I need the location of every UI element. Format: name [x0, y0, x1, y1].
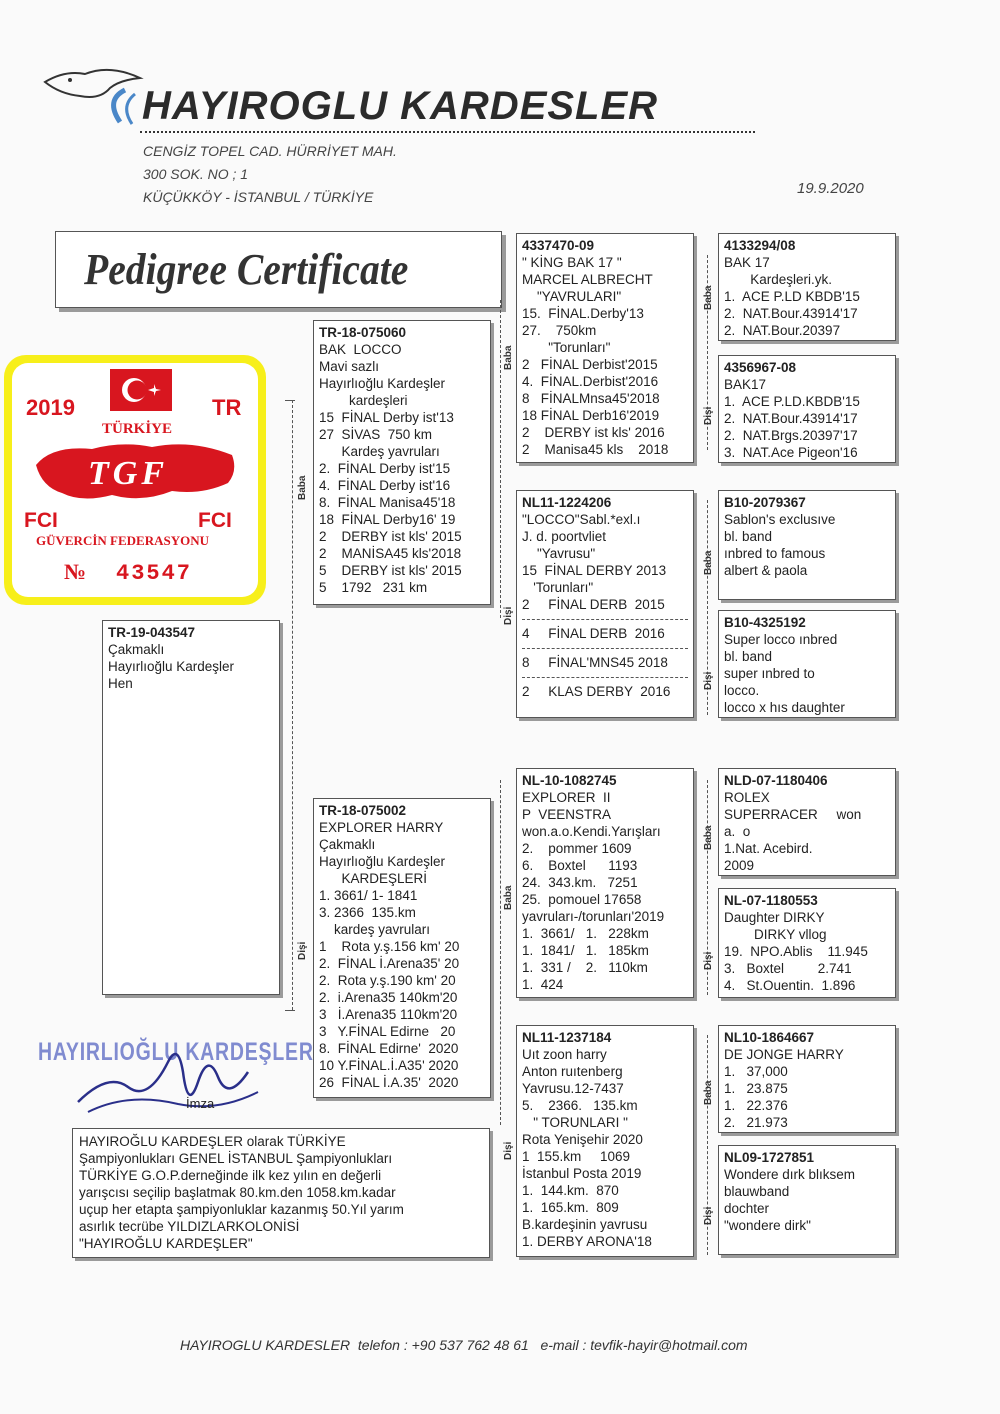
ff-line: 8 FİNALMnsa45'2018 [522, 391, 660, 406]
note-line: "HAYIROĞLU KARDEŞLER" [79, 1236, 253, 1251]
mfm-line: 19. NPO.Ablis 11.945 [724, 944, 868, 959]
fff-ring: 4133294/08 [724, 238, 796, 253]
mmm-line: blauwband [724, 1184, 790, 1199]
ggs-fmf-card [718, 490, 896, 600]
mm-line: 1. DERBY ARONA'18 [522, 1234, 652, 1249]
dam-line: 2. i.Arena35 140km'20 [319, 990, 458, 1005]
mm-ring: NL11-1237184 [522, 1030, 612, 1045]
ggd-mmm-card [718, 1145, 896, 1255]
ggs-mmf-card [718, 1025, 896, 1133]
ff-line: MARCEL ALBRECHT [522, 272, 653, 287]
mf-line: P VEENSTRA [522, 807, 612, 822]
fff-line: 2. NAT.Bour.43914'17 [724, 306, 858, 321]
dam-line: Çakmaklı [319, 837, 376, 852]
fmf-line: Sablon's exclusıve [724, 512, 836, 527]
sire-line: 15 FİNAL Derby ist'13 [319, 410, 454, 425]
sire-line: Hayırlıoğlu Kardeşler [319, 376, 446, 391]
ffm-line: BAK17 [724, 377, 767, 392]
badge-number-sign: № [64, 559, 87, 584]
ffm-line: 2. NAT.Brgs.20397'17 [724, 428, 858, 443]
dam-line: Hayırlıoğlu Kardeşler [319, 854, 446, 869]
fff-line: Kardeşleri.yk. [724, 272, 833, 287]
ff-ring: 4337470-09 [522, 238, 595, 253]
fm-line: 8 FİNAL'MNS45 2018 [522, 655, 668, 670]
sire-label: Baba [297, 475, 308, 500]
dam-line: 3. 2366 135.km [319, 905, 416, 920]
mm-line: Yavrusu.12-7437 [522, 1081, 624, 1096]
mff-line: a. o [724, 824, 751, 839]
mm-line: " TORUNLARI " [522, 1115, 628, 1130]
certificate-date: 19.9.2020 [797, 180, 864, 197]
ff-line: 4. FİNAL.Derbist'2016 [522, 374, 659, 389]
mmm-line: Wondere dırk blıksem [724, 1167, 856, 1182]
dam-line: KARDEŞLERİ [319, 871, 428, 886]
dam-line: 2. Rota y.ş.190 km' 20 [319, 973, 456, 988]
sire-line: kardeşleri [319, 393, 408, 408]
connector-line [500, 300, 501, 618]
badge-logo: TGF [88, 455, 168, 492]
subject-line: Hayırlıoğlu Kardeşler [108, 659, 235, 674]
sire-line: 5 DERBY ist kls' 2015 [319, 563, 462, 578]
fm-label: Dişi [503, 606, 514, 625]
fff-line: BAK 17 [724, 255, 770, 270]
title-box [55, 231, 502, 308]
ff-line: 15. FİNAL.Derby'13 [522, 306, 644, 321]
mmm-line: "wondere dirk" [724, 1218, 811, 1233]
dam-card [313, 798, 491, 1098]
mff-line: SUPERRACER won [724, 807, 862, 822]
mm-line: Uıt zoon harry [522, 1047, 607, 1062]
fmf-line: bl. band [724, 529, 773, 544]
fmm-line: Super locco ınbred [724, 632, 838, 647]
fm-line: 2 FİNAL DERB 2015 [522, 597, 665, 612]
mfm-line: 3. Boxtel 2.741 [724, 961, 852, 976]
dam-line: 1. 3661/ 1- 1841 [319, 888, 418, 903]
mff-line: ROLEX [724, 790, 770, 805]
address-line-3: KÜÇÜKKÖY - İSTANBUL / TÜRKİYE [143, 189, 374, 205]
mfm-line: Daughter DIRKY [724, 910, 825, 925]
fmf-label: Baba [703, 550, 714, 575]
sire-line: Mavi sazlı [319, 359, 380, 374]
mf-line: won.a.o.Kendi.Yarışları [522, 824, 661, 839]
ggd-fmm-card [718, 610, 896, 718]
tgf-badge [4, 355, 266, 605]
mff-line: 1.Nat. Acebird. [724, 841, 813, 856]
divider [522, 648, 688, 649]
mfm-line: DIRKY vllog [724, 927, 827, 942]
ff-line: " KİNG BAK 17 " [522, 255, 622, 270]
mmf-line: 1. 22.376 [724, 1098, 788, 1113]
fff-line: 2. NAT.Bour.20397 [724, 323, 841, 338]
fm-line: 2 KLAS DERBY 2016 [522, 684, 671, 699]
turkish-flag-icon [110, 369, 172, 411]
grandsire-paternal-card [516, 233, 694, 463]
mmf-label: Baba [703, 1080, 714, 1105]
sire-line: 4. FİNAL Derby ist'16 [319, 478, 451, 493]
fm-line: "LOCCO"Sabl.*exl.ı [522, 512, 641, 527]
mf-line: 25. pomouel 17658 [522, 892, 642, 907]
divider [522, 619, 688, 620]
mmf-line: 1. 37,000 [724, 1064, 788, 1079]
fmm-line: locco. [724, 683, 760, 698]
connector-line [285, 400, 295, 401]
sire-line: Kardeş yavruları [319, 444, 440, 459]
fff-line: 1. ACE P.LD KBDB'15 [724, 289, 860, 304]
mfm-line: 4. St.Ouentin. 1.896 [724, 978, 856, 993]
signature-label: İmza [186, 1096, 215, 1111]
mmm-label: Dişi [703, 1206, 714, 1225]
signature-icon [68, 1032, 268, 1122]
sire-ring: TR-18-075060 [319, 325, 407, 340]
ggs-fff-card [718, 233, 896, 341]
mm-line: 1. 165.km. 809 [522, 1200, 619, 1215]
divider [522, 677, 688, 678]
ffm-line: 3. NAT.Ace Pigeon'16 [724, 445, 858, 460]
fm-line: "Yavrusu" [522, 546, 596, 561]
ff-line: 2 FİNAL Derbist'2015 [522, 357, 658, 372]
dam-line: 10 Y.FİNAL.İ.A35' 2020 [319, 1058, 459, 1073]
ff-label: Baba [503, 345, 514, 370]
fmm-label: Dişi [703, 671, 714, 690]
mmf-line: 1. 23.875 [724, 1081, 788, 1096]
fmm-ring: B10-4325192 [724, 615, 806, 630]
mmf-line: DE JONGE HARRY [724, 1047, 844, 1062]
note-line: TÜRKİYE G.O.P.derneğinde ilk kez yılın en değerli [79, 1168, 382, 1183]
note-line: Şampiyonlukları GENEL İSTANBUL Şampiyonlukları [79, 1151, 393, 1166]
fm-ring: NL11-1224206 [522, 495, 612, 510]
subject-card [102, 620, 280, 995]
mf-ring: NL-10-1082745 [522, 773, 617, 788]
note-line: asırlık tecrübe YILDIZLARKOLONİSİ [79, 1219, 300, 1234]
ggd-mfm-card [718, 888, 896, 998]
mm-line: 1. 144.km. 870 [522, 1183, 619, 1198]
mf-line: EXPLORER II [522, 790, 611, 805]
history-note [72, 1128, 490, 1258]
dam-label: Dişi [297, 941, 308, 960]
ff-line: 2 Manisa45 kls 2018 [522, 442, 669, 457]
mmf-ring: NL10-1864667 [724, 1030, 815, 1045]
mf-line: yavruları-/torunları'2019 [522, 909, 665, 924]
subject-line: Çakmaklı [108, 642, 165, 657]
logo-bird-icon [40, 60, 150, 130]
fmm-line: super ınbred to [724, 666, 815, 681]
mm-line: 5. 2366. 135.km [522, 1098, 638, 1113]
mff-label: Baba [703, 825, 714, 850]
ggd-ffm-card [718, 355, 896, 463]
fmf-line: ınbred to famous [724, 546, 826, 561]
mmf-line: 2. 21.973 [724, 1115, 788, 1130]
sire-line: 27 SİVAS 750 km [319, 427, 433, 442]
badge-country: TÜRKİYE [102, 421, 173, 437]
badge-number: 43547 [116, 561, 193, 586]
fm-line: 4 FİNAL DERB 2016 [522, 626, 665, 641]
footer-contact: HAYIROGLU KARDESLER telefon : +90 537 762 48 61 e-mail : tevfik-hayir@hotmail.com [180, 1337, 748, 1353]
fmm-line: bl. band [724, 649, 773, 664]
badge-fci-left: FCI [24, 509, 58, 532]
badge-federation: GÜVERCİN FEDERASYONU [36, 533, 209, 548]
mm-line: 1 155.km 1069 [522, 1149, 631, 1164]
grandsire-maternal-card [516, 768, 694, 998]
address-line-1: CENGİZ TOPEL CAD. HÜRRİYET MAH. [143, 143, 397, 159]
badge-year: 2019 [26, 395, 75, 420]
company-stamp [38, 1032, 314, 1122]
granddam-paternal-card [516, 490, 694, 718]
mf-line: 1. 3661/ 1. 228km [522, 926, 649, 941]
fm-line: 15 FİNAL DERBY 2013 [522, 563, 667, 578]
note-line: HAYIROĞLU KARDEŞLER olarak TÜRKİYE [79, 1134, 346, 1149]
ff-line: "Torunları" [522, 340, 611, 355]
subject-ring: TR-19-043547 [108, 625, 196, 640]
dam-ring: TR-18-075002 [319, 803, 407, 818]
sire-card [313, 320, 491, 605]
sire-line: 2 MANİSA45 kls'2018 [319, 546, 462, 561]
connector-line [292, 400, 293, 1010]
ffm-line: 1. ACE P.LD.KBDB'15 [724, 394, 860, 409]
fmf-line: albert & paola [724, 563, 808, 578]
company-name: HAYIROGLU KARDESLER [142, 84, 659, 128]
dam-line: kardeş yavruları [319, 922, 431, 937]
mfm-label: Dişi [703, 951, 714, 970]
mf-line: 1. 1841/ 1. 185km [522, 943, 649, 958]
fm-line: J. d. poortvliet [522, 529, 607, 544]
dam-line: EXPLORER HARRY [319, 820, 444, 835]
sire-line: 5 1792 231 km [319, 580, 428, 595]
badge-fci-right: FCI [198, 509, 232, 532]
fff-label: Baba [703, 285, 714, 310]
ggs-mff-card [718, 768, 896, 876]
badge-country-code: TR [212, 395, 242, 420]
mmm-ring: NL09-1727851 [724, 1150, 815, 1165]
sire-line: 2. FİNAL Derby ist'15 [319, 461, 451, 476]
dam-line: 3 İ.Arena35 110km'20 [319, 1007, 458, 1022]
fmm-line: locco x hıs daughter [724, 700, 845, 715]
sire-line: BAK LOCCO [319, 342, 402, 357]
dam-line: 3 Y.FİNAL Edirne 20 [319, 1024, 456, 1039]
mf-line: 1. 424 [522, 977, 564, 992]
ffm-ring: 4356967-08 [724, 360, 797, 375]
mf-line: 1. 331 / 2. 110km [522, 960, 648, 975]
ff-line: 18 FİNAL Derb16'2019 [522, 408, 660, 423]
mf-line: 2. pommer 1609 [522, 841, 632, 856]
mm-label: Dişi [503, 1141, 514, 1160]
ffm-label: Dişi [703, 406, 714, 425]
connector-line [500, 780, 501, 1125]
ffm-line: 2. NAT.Bour.43914'17 [724, 411, 858, 426]
mm-line: Rota Yenişehir 2020 [522, 1132, 643, 1147]
fm-line: 'Torunları" [522, 580, 594, 595]
page-title: Pedigree Certificate [84, 245, 409, 294]
mm-line: B.kardeşinin yavrusu [522, 1217, 648, 1232]
dam-line: 26 FİNAL İ.A.35' 2020 [319, 1075, 459, 1090]
sire-line: 2 DERBY ist kls' 2015 [319, 529, 462, 544]
mmm-line: dochter [724, 1201, 770, 1216]
ff-line: 2 DERBY ist kls' 2016 [522, 425, 665, 440]
mf-line: 24. 343.km. 7251 [522, 875, 638, 890]
granddam-maternal-card [516, 1025, 694, 1257]
ff-line: "YAVRULARI" [522, 289, 622, 304]
mff-line: 2009 [724, 858, 755, 873]
address-line-2: 300 SOK. NO ; 1 [143, 166, 249, 182]
dam-line: 1 Rota y.ş.156 km' 20 [319, 939, 460, 954]
mff-ring: NLD-07-1180406 [724, 773, 828, 788]
mm-line: İstanbul Posta 2019 [522, 1166, 642, 1181]
mfm-ring: NL-07-1180553 [724, 893, 818, 908]
sire-line: 18 FİNAL Derby16' 19 [319, 512, 456, 527]
dam-line: 8. FİNAL Edirne' 2020 [319, 1041, 459, 1056]
header-underline [140, 131, 755, 133]
connector-line [285, 1010, 295, 1011]
mf-line: 6. Boxtel 1193 [522, 858, 638, 873]
note-line: yarışcısı seçilip başlatmak 80.km.den 1058.km.kadar [79, 1185, 396, 1200]
note-line: uçup her etapta şampiyonluklar kazanmış 50.Yıl yarım [79, 1202, 404, 1217]
sire-line: 8. FİNAL Manisa45'18 [319, 495, 456, 510]
dam-line: 2. FİNAL İ.Arena35' 20 [319, 956, 460, 971]
mm-line: Anton ruıtenberg [522, 1064, 623, 1079]
ff-line: 27. 750km [522, 323, 597, 338]
fmf-ring: B10-2079367 [724, 495, 806, 510]
stamp-text: HAYIRLIOĞLU KARDEŞLER [38, 1038, 314, 1066]
mf-label: Baba [503, 885, 514, 910]
subject-line: Hen [108, 676, 133, 691]
